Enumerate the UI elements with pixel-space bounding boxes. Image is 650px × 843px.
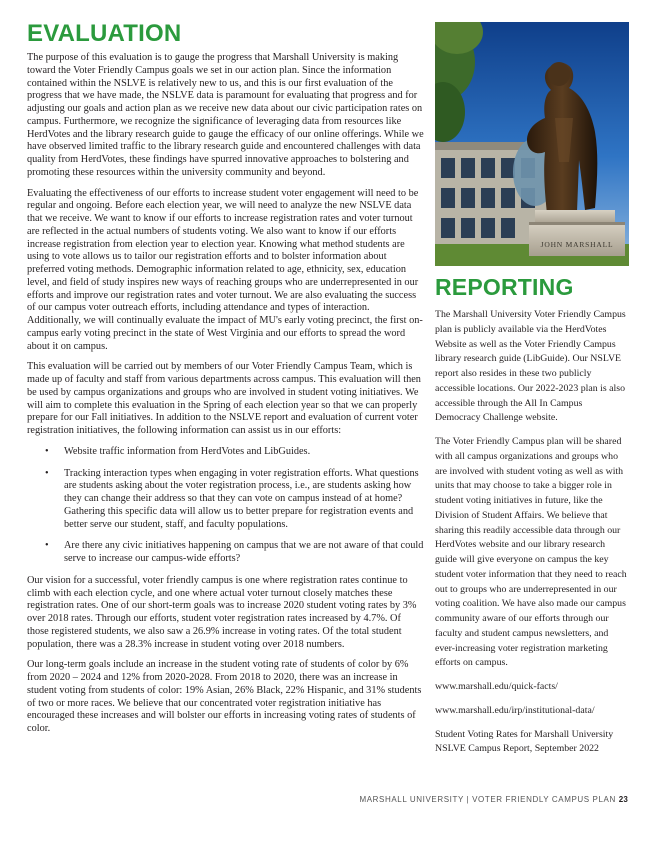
evaluation-bullet-list bbox=[27, 446, 424, 566]
evaluation-heading: EVALUATION bbox=[27, 20, 182, 47]
bullet-icon: • bbox=[45, 540, 49, 552]
footer-text: MARSHALL UNIVERSITY | VOTER FRIENDLY CAMPUS PLAN bbox=[359, 795, 616, 804]
reporting-paragraph-1: The Marshall University Voter Friendly Campus plan is publicly available via the HerdVotes Website as well as the Voter Friendly Campus library research guide (LibGuide). Our NSLVE report also resides in these two publicly accessible locations. Our 2022-2023 plan is also accessible through the All In Campus Democracy Challenge website. bbox=[435, 309, 626, 424]
evaluation-paragraph-5: Our long-term goals include an increase in the student voting rate of students of color by 6% from 2020 – 2024 and 12% from 2020-2028. From 2018 to 2020, there was an increase in student voting from students of color: 19% Asian, 26% Black, 22% Hispanic, and 31% students of two or more races. We believe that our concentrated voter registration initiative has encouraged these increases and will bolster our efforts in increasing voting rates of students of color. bbox=[27, 659, 422, 734]
bullet-icon: • bbox=[45, 467, 49, 479]
reporting-column bbox=[435, 22, 629, 766]
bullet-text: Website traffic information from HerdVotes and LibGuides. bbox=[64, 445, 311, 457]
bullet-icon: • bbox=[45, 445, 49, 457]
bullet-text: Tracking interaction types when engaging in voter registration efforts. What questions are students asking about the voter registration process, i.e., are students asking how they can change their address so that they can vote on campus instead of at home? Gathering this specific data will allow us to better prepare for registration events and better serve our student, staff, and faculty populations. bbox=[64, 467, 419, 530]
quick-facts-link[interactable]: www.marshall.edu/quick-facts/ bbox=[435, 681, 558, 692]
reporting-heading: REPORTING bbox=[435, 274, 574, 300]
bullet-item bbox=[45, 467, 424, 532]
bullet-text: Are there any civic initiatives happening on campus that we are not aware of that could serve to increase our campus-wide efforts? bbox=[64, 540, 424, 564]
institutional-data-link[interactable]: www.marshall.edu/irp/institutional-data/ bbox=[435, 704, 595, 716]
evaluation-paragraph-1: The purpose of this evaluation is to gauge the progress that Marshall University is making toward the Voter Friendly Campus goals we set in our action plan. Since the information contained within the NSLVE is relatively new to us, and this is our first evaluation of the progress that we have made, the NSLVE data is paramount for evaluating that progress and for adjusting our goals and action plan as we receive new data about our civic participation rates on campus. Furthermore, we recognize the significance of leveraging data from resources like HerdVotes and the library research guide to gauge the efficacy of our online offerings. While we have observed limited traffic to the library research guide and encountered challenges with data quality from HerdVotes, these findings have spurred innovative approaches to bolstering and promoting these resources within the university community and beyond. bbox=[27, 52, 424, 178]
evaluation-paragraph-4: Our vision for a successful, voter friendly campus is one where registration rates continue to climb with each election cycle, and one where actual voter turnout closely matches these registration rates. One of our short-term goals was to increase 2020 student voting rates by 3% over 2018 rates. Through our efforts, student voter registration rates increased by 4.7%. Of those registered students, we also saw a 26.9% increase in voting rates. Of the total student population, there was a 28.3% increase in student voting over 2018 numbers. bbox=[27, 574, 417, 650]
page-footer bbox=[359, 795, 628, 804]
evaluation-paragraph-3: This evaluation will be carried out by members of our Voter Friendly Campus Team, which is made up of faculty and staff from various departments across campus. This evaluation will then be used by campus organizations and groups who are involved in student voting initiatives. We will aim to complete this evaluation in the Spring of each election year so that we can properly prepare for our Fall initiatives. In addition to the NSLVE report and evaluation of current voter registration initiatives, the following information can assist us in our efforts: bbox=[27, 361, 421, 436]
page-number: 23 bbox=[618, 795, 628, 804]
john-marshall-statue-photo bbox=[435, 22, 629, 266]
bullet-item bbox=[45, 540, 424, 566]
statue-plaque-text: JOHN MARSHALL bbox=[540, 240, 614, 249]
bullet-item bbox=[45, 445, 424, 459]
evaluation-paragraph-2: Evaluating the effectiveness of our efforts to increase student voter engagement will need to be regular and ongoing. Before each election year, we will need to analyze the new NSLVE data that we receive. We want to know if our efforts to increase registration rates and voter turnout are reflected in the actual numbers of students voting. We also want to know if our efforts increase registration from election year to election year. Knowing what method students are using to vote allows us to tailor our registration efforts and to bolster information about preferred voting methods. Demographic information related to age, ethnicity, sex, education level, and field of study inspires new ways of reaching groups who are underrepresented in our efforts and improve our registration rates and voter turnout. We are also evaluating the success of our campus voter outreach efforts, including attendance and types of interaction. Additionally, we will continually evaluate the impact of MU's early voting precinct, the first on-campus early voting precinct in the state of West Virginia and our efforts to spread the word about it on campus. bbox=[27, 187, 423, 352]
evaluation-section bbox=[27, 22, 424, 744]
reporting-paragraph-2: The Voter Friendly Campus plan will be shared with all campus organizations and groups who are involved with student voting as well as with units that may choose to take a bigger role in student voting initiatives in future, like the Division of Student Affairs. We believe that sharing this readily accessible data through our HerdVotes website and our library research guide will give everyone on campus the key student voter information that they need to reach out to groups who are underrepresented in our voting coalition. We have also made our campus community aware of our efforts through our faculty and student campus newsletters, and ever-increasing voter registration marketing efforts on campus. bbox=[435, 436, 627, 669]
source-citation: Student Voting Rates for Marshall University NSLVE Campus Report, September 2022 bbox=[435, 728, 614, 755]
